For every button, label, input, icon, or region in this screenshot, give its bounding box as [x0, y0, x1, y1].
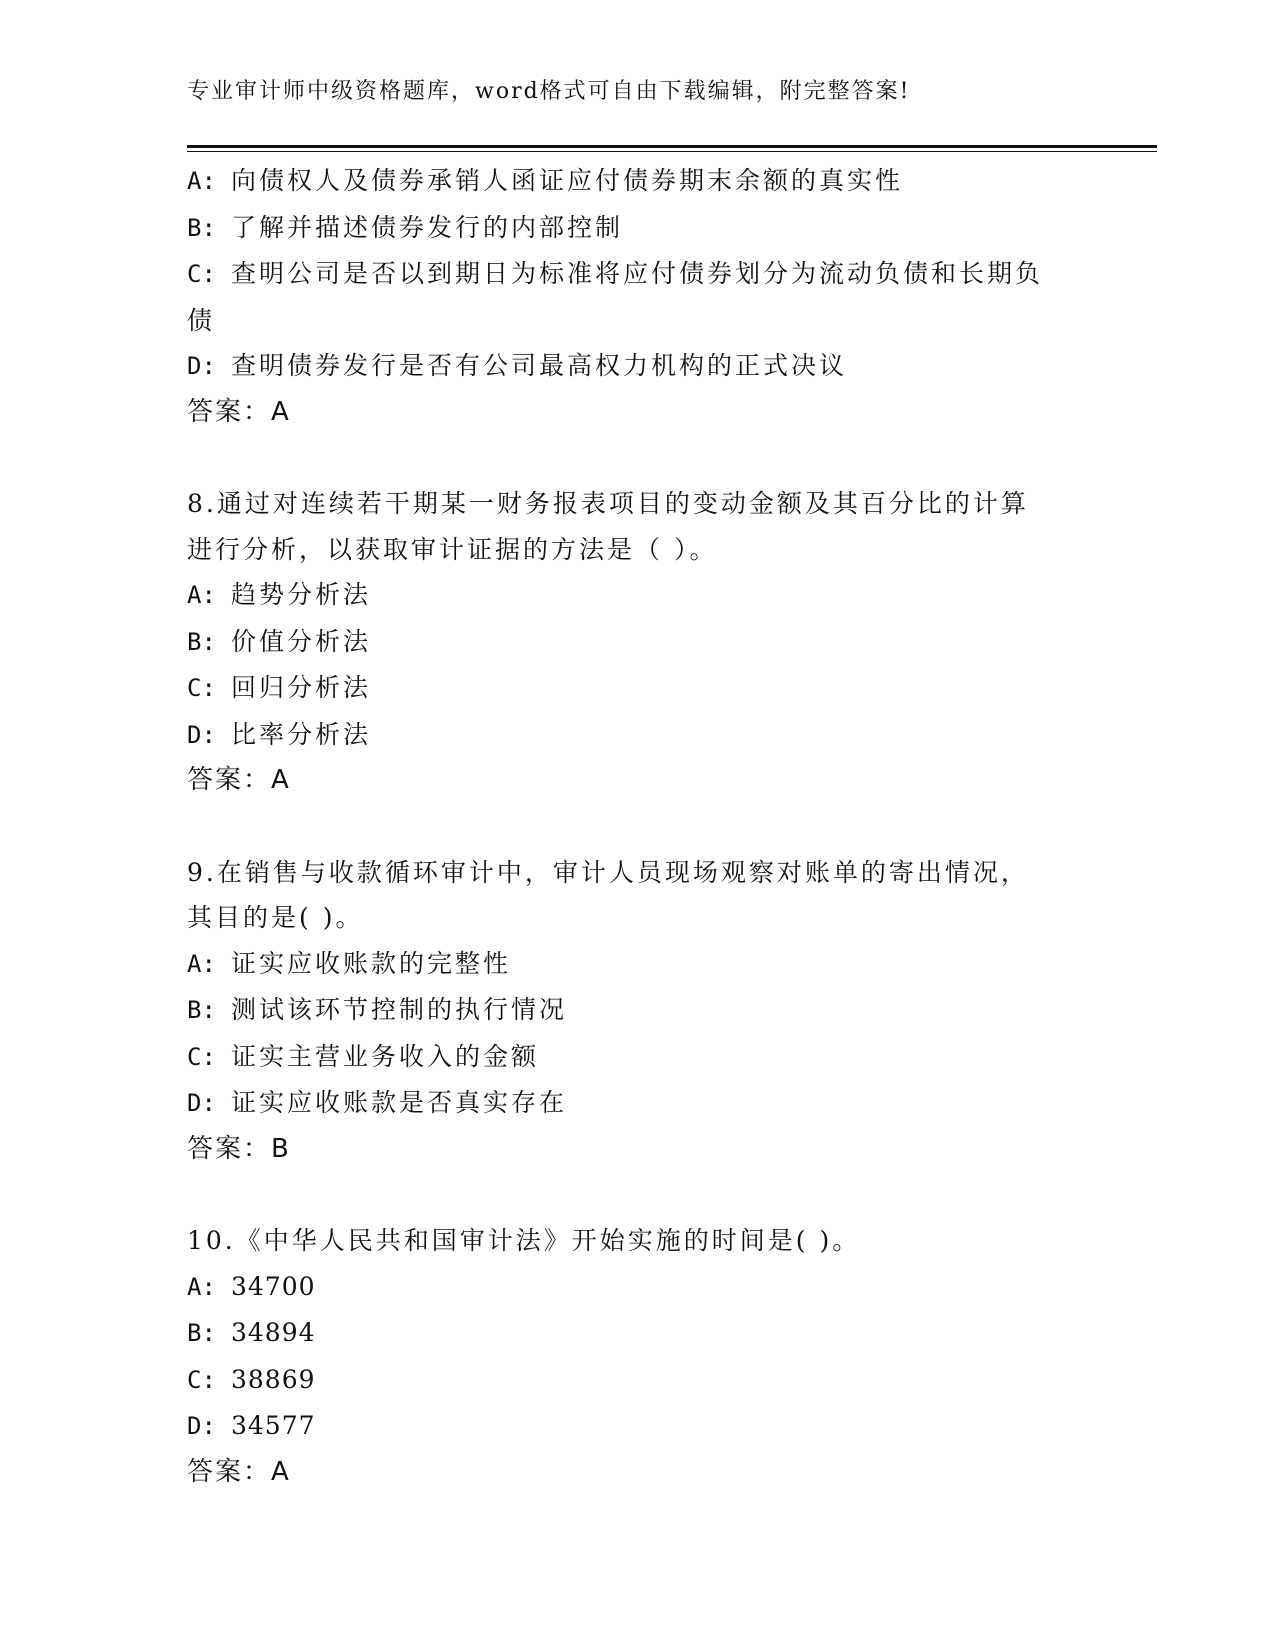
option-text: 34894: [231, 1318, 316, 1347]
option-text: 34700: [231, 1271, 316, 1301]
option-letter: D:: [187, 720, 216, 749]
option-a: [187, 941, 1087, 988]
option-letter: B:: [187, 627, 216, 656]
option-letter: D:: [187, 1089, 216, 1117]
option-letter: A:: [187, 167, 216, 195]
answer-line: 答案：A: [187, 765, 291, 795]
option-d: [187, 1080, 1087, 1127]
option-c: [187, 665, 1087, 712]
spacer: [187, 435, 1087, 481]
question-9: [187, 850, 1087, 1173]
option-c: [187, 251, 1087, 298]
option-letter: C:: [187, 1042, 216, 1071]
option-text: 趋势分析法: [231, 580, 372, 609]
question-list: [187, 158, 1087, 1495]
option-text: 测试该环节控制的执行情况: [231, 995, 568, 1024]
option-c-continued: 债: [187, 305, 216, 335]
option-text: 回归分析法: [231, 673, 372, 702]
option-text: 了解并描述债券发行的内部控制: [231, 212, 624, 242]
option-text: 向债权人及债券承销人函证应付债券期末余额的真实性: [231, 166, 904, 195]
option-text: 38869: [231, 1364, 316, 1394]
answer-line: 答案：A: [187, 1456, 291, 1487]
option-c: [187, 1034, 1087, 1081]
option-text: 查明公司是否以到期日为标准将应付债券划分为流动负债和长期负: [231, 259, 1044, 288]
option-letter: B:: [187, 213, 216, 242]
option-a: [187, 158, 1087, 205]
answer-line: 答案：B: [187, 1133, 291, 1164]
option-letter: C:: [187, 674, 216, 702]
question-10: [187, 1218, 1087, 1495]
option-b: [187, 205, 1087, 252]
option-c: [187, 1357, 1087, 1404]
option-letter: B:: [187, 1319, 216, 1347]
option-text: 证实主营业务收入的金额: [231, 1041, 540, 1071]
option-d: [187, 343, 1087, 390]
header-divider: [187, 145, 1157, 152]
option-b: [187, 1310, 1087, 1357]
spacer: [187, 804, 1087, 850]
option-text: 查明债券发行是否有公司最高权力机构的正式决议: [231, 351, 848, 380]
option-d: [187, 712, 1087, 759]
option-a: [187, 572, 1087, 619]
option-letter: D:: [187, 1412, 216, 1440]
question-7-continued: [187, 158, 1087, 435]
option-letter: A:: [187, 581, 216, 609]
option-text: 价值分析法: [231, 626, 372, 656]
question-stem-continued: 其目的是( )。: [187, 903, 364, 932]
page-header: 专业审计师中级资格题库，word格式可自由下载编辑，附完整答案!: [187, 79, 911, 104]
question-stem: 8.通过对连续若干期某一财务报表项目的变动金额及其百分比的计算: [187, 489, 1029, 518]
question-stem: 10.《中华人民共和国审计法》开始实施的时间是( )。: [187, 1226, 861, 1255]
option-text: 比率分析法: [231, 719, 372, 749]
option-letter: D:: [187, 352, 216, 380]
option-b: [187, 619, 1087, 666]
answer-line: 答案：A: [187, 396, 291, 427]
option-text: 证实应收账款是否真实存在: [231, 1088, 568, 1117]
option-text: 证实应收账款的完整性: [231, 948, 512, 978]
option-letter: C:: [187, 1365, 216, 1394]
question-stem-continued: 进行分析，以获取审计证据的方法是（ ）。: [187, 534, 718, 564]
spacer: [187, 1172, 1087, 1218]
question-8: [187, 481, 1087, 804]
option-letter: A:: [187, 1272, 216, 1301]
option-letter: C:: [187, 260, 216, 288]
option-letter: A:: [187, 949, 216, 978]
option-letter: B:: [187, 996, 216, 1024]
option-b: [187, 987, 1087, 1034]
option-a: [187, 1264, 1087, 1311]
question-stem: 9.在销售与收款循环审计中，审计人员现场观察对账单的寄出情况，: [187, 857, 1029, 887]
option-text: 34577: [231, 1411, 316, 1440]
option-d: [187, 1403, 1087, 1450]
